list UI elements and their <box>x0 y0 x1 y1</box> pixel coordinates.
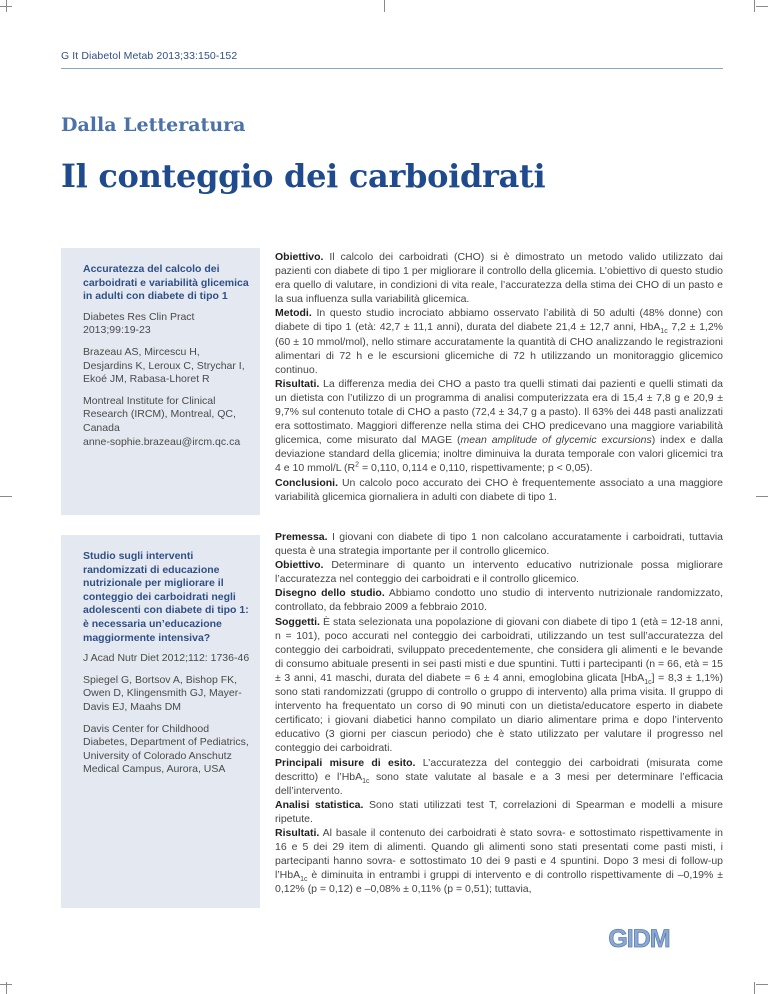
crop-mark <box>756 984 768 985</box>
paragraph-label: Premessa. <box>275 531 328 543</box>
paragraph-text: ] = 8,3 ± 1,1%) sono stati randomizzati (gruppo di controllo o gruppo di intervento) alla prima visita. Il gruppo di intervento ha frequentato un corso di 90 minuti con un dietista/educatore esperto in diabete certificato; i giovani diabetici hanno compilato un diario alimentare prima e dopo l’intervento educativo (3 giorni per ciascun periodo) che è stato utilizzato per valutare il progresso nel conteggio dei carboidrati. <box>275 671 723 755</box>
abstract-paragraph <box>275 615 723 756</box>
subscript: 1c <box>300 876 308 884</box>
abstract-paragraph <box>275 756 723 798</box>
paragraph-text: I giovani con diabete di tipo 1 non calcolano accuratamente i carboidrati, tuttavia questa è una strategia importante per il controllo glicemico. <box>275 531 723 558</box>
subscript: 1c <box>644 679 652 687</box>
abstract-paragraph <box>275 558 723 586</box>
paragraph-text: Al basale il contenuto dei carboidrati è stato sovra- e sottostimato rispettivamente in 16 e 5 dei 29 item di alimenti. Quando gli alimenti sono stati presentati come pasti misti, i partecipanti hanno sovra- e sottostimato 10 dei 9 pasti e 4 spuntini. Dopo 3 mesi di follow-up l’HbA <box>275 826 723 882</box>
abstract-paragraph <box>275 586 723 614</box>
abstract-paragraph <box>275 826 723 896</box>
paragraph-text: ) index e dalla deviazione standard della glicemia; inoltre diminuiva la durata temporale con valori glicemici tra 4 e 10 mmol/L (R <box>275 434 724 475</box>
article2-title: Studio sugli interventi randomizzati di educazione nutrizionale per migliorare il conteggio dei carboidrati negli adolescenti con diabete di tipo 1: è necessaria un’educazione maggiormente intensiva? <box>83 550 249 644</box>
superscript: 2 <box>355 461 360 469</box>
paragraph-text: 7,2 ± 1,2% (60 ± 10 mmol/mol), nello stimare accuratamente la quantità di CHO analizzando le registrazioni alimentari di 72 h e le escursioni glicemiche di 72 h utilizzando un monitoraggio glicemico continuo. <box>275 321 724 376</box>
abstract-paragraph <box>275 476 723 504</box>
abstract-paragraph <box>275 250 723 306</box>
journal-citation: G It Diabetol Metab 2013;33:150-152 <box>61 50 238 62</box>
paragraph-text: Abbiamo condotto uno studio di intervento nutrizionale randomizzato, controllato, da febbraio 2009 a febbraio 2010. <box>275 587 723 614</box>
paragraph-label: Analisi statistica. <box>275 798 364 811</box>
paragraph-text: È stata selezionata una popolazione di giovani con diabete di tipo 1 (età = 12-18 anni, n = 101), poco accurati nel conteggio dei carboidrati, utilizzando un test sull’accuratezza del conteggio dei carboidrati, sviluppato precedentemente, che considera gli alimenti e le bevande di consumo abituale presenti in sei pasti misti e due spuntini. Tutti i partecipanti (n = 66, età = 15 ± 3 anni, 41 maschi, durata del diabete = 6 ± 4 anni, emoglobina glicata [HbA <box>275 615 723 684</box>
article1-authors: Brazeau AS, Mircescu H, Desjardins K, Leroux C, Strychar I, Ekoé JM, Rabasa-Lhoret R <box>83 345 245 386</box>
paragraph-text: = 0,110, 0,114 e 0,110, rispettivamente; p < 0,05). <box>359 462 593 475</box>
abstract-paragraph <box>275 530 723 558</box>
paragraph-text: La differenza media dei CHO a pasto tra quelli stimati dai pazienti e quelli stimati da un dietista con l’utilizzo di un programma di analisi computerizzata era di 15,4 ± 7,8 g e 20,9 ± 9,7% sul contenuto totale di CHO a pasto (72,4 ± 34,7 g a pasto). Il 63% dei 448 pasti analizzati era sottostimato. Maggiori differenze nella stima dei CHO predicevano una maggiore variabilità glicemica, come misurato dal MAGE ( <box>275 377 723 447</box>
article2-abstract <box>275 530 723 896</box>
article1-journal: Diabetes Res Clin Pract 2013;99:19-23 <box>83 310 195 337</box>
crop-mark <box>384 0 385 12</box>
crop-mark <box>756 496 768 497</box>
article2-journal: J Acad Nutr Diet 2012;112: 1736-46 <box>83 652 250 665</box>
abstract-paragraph <box>275 798 723 826</box>
crop-mark <box>754 982 755 994</box>
paragraph-text: è diminuita in entrambi i gruppi di intervento e di controllo rispettivamente di –0,19% ± 0,12% (p = 0,12) e –0,08% ± 0,11% (p = 0,51); tuttavia, <box>275 869 723 896</box>
article1-email[interactable]: anne-sophie.brazeau@ircm.qc.ca <box>83 435 241 448</box>
article2-affiliation: Davis Center for Childhood Diabetes, Department of Pediatrics, University of Colorado Anschutz Medical Campus, Aurora, USA <box>83 722 249 776</box>
crop-mark <box>0 6 12 7</box>
paragraph-label: Obiettivo. <box>275 251 324 263</box>
paragraph-label: Soggetti. <box>275 615 320 628</box>
subscript: 1c <box>660 328 668 336</box>
crop-mark <box>756 6 768 7</box>
paragraph-label: Conclusioni. <box>275 476 338 489</box>
paragraph-text: L’accuratezza del conteggio dei carboidrati (misurata come descritto) e l’HbA <box>275 756 723 783</box>
gidm-logo <box>596 924 682 952</box>
logo-text: GIDM <box>608 925 670 952</box>
page-title: Il conteggio dei carboidrati <box>61 157 546 195</box>
abstract-paragraph <box>275 306 723 376</box>
section-title: Dalla Letteratura <box>61 114 246 136</box>
article1-affiliation: Montreal Institute for Clinical Research (IRCM), Montreal, QC, Canada <box>83 394 236 434</box>
abstract-paragraph <box>275 377 723 476</box>
crop-mark <box>0 984 12 985</box>
paragraph-text: Determinare di quanto un intervento educativo nutrizionale possa migliorare l’accuratezza nel conteggio dei carboidrati e il controllo glicemico. <box>275 559 723 586</box>
crop-mark <box>754 0 755 12</box>
paragraph-text: Il calcolo dei carboidrati (CHO) si è dimostrato un metodo valido utilizzato dai pazienti con diabete di tipo 1 per migliorare il controllo della glicemia. L’obiettivo di questo studio era quello di valutare, in condizioni di vita reale, l’accuratezza della stima dei CHO di un pasto e la sua influenza sulla variabilità glicemica. <box>275 251 724 306</box>
article1-sidebar <box>61 248 260 515</box>
article2-authors: Spiegel G, Bortsov A, Bishop FK, Owen D, Klingensmith GJ, Mayer-Davis EJ, Maahs DM <box>83 673 242 713</box>
crop-mark <box>0 496 12 497</box>
paragraph-text: Sono stati utilizzati test T, correlazioni di Spearman e modelli a misure ripetute. <box>275 798 723 825</box>
paragraph-label: Obiettivo. <box>275 559 324 572</box>
article1-title: Accuratezza del calcolo dei carboidrati e variabilità glicemica in adulti con diabete di tipo 1 <box>83 263 249 303</box>
subscript: 1c <box>362 777 370 785</box>
paragraph-label: Principali misure di esito. <box>275 756 416 769</box>
paragraph-label: Risultati. <box>275 826 320 839</box>
article1-abstract <box>275 250 723 504</box>
paragraph-text: In questo studio incrociato abbiamo osservato l’abilità di 50 adulti (48% donne) con diabete di tipo 1 (età: 42,7 ± 11,1 anni), durata del diabete 21,4 ± 12,7 anni, HbA <box>275 307 724 334</box>
article2-sidebar <box>61 535 260 908</box>
paragraph-label: Disegno dello studio. <box>275 587 385 600</box>
paragraph-label: Risultati. <box>275 377 320 390</box>
paragraph-label: Metodi. <box>275 307 312 320</box>
header-rule <box>61 68 723 69</box>
paragraph-text: Un calcolo poco accurato dei CHO è frequentemente associato a una maggiore variabilità glicemica giornaliera in adulti con diabete di tipo 1. <box>275 476 723 503</box>
italic-text: mean amplitude of glycemic excursions <box>460 434 652 447</box>
paragraph-text: sono state valutate al basale e a 3 mesi per determinare l’efficacia dell’intervento. <box>275 770 723 797</box>
